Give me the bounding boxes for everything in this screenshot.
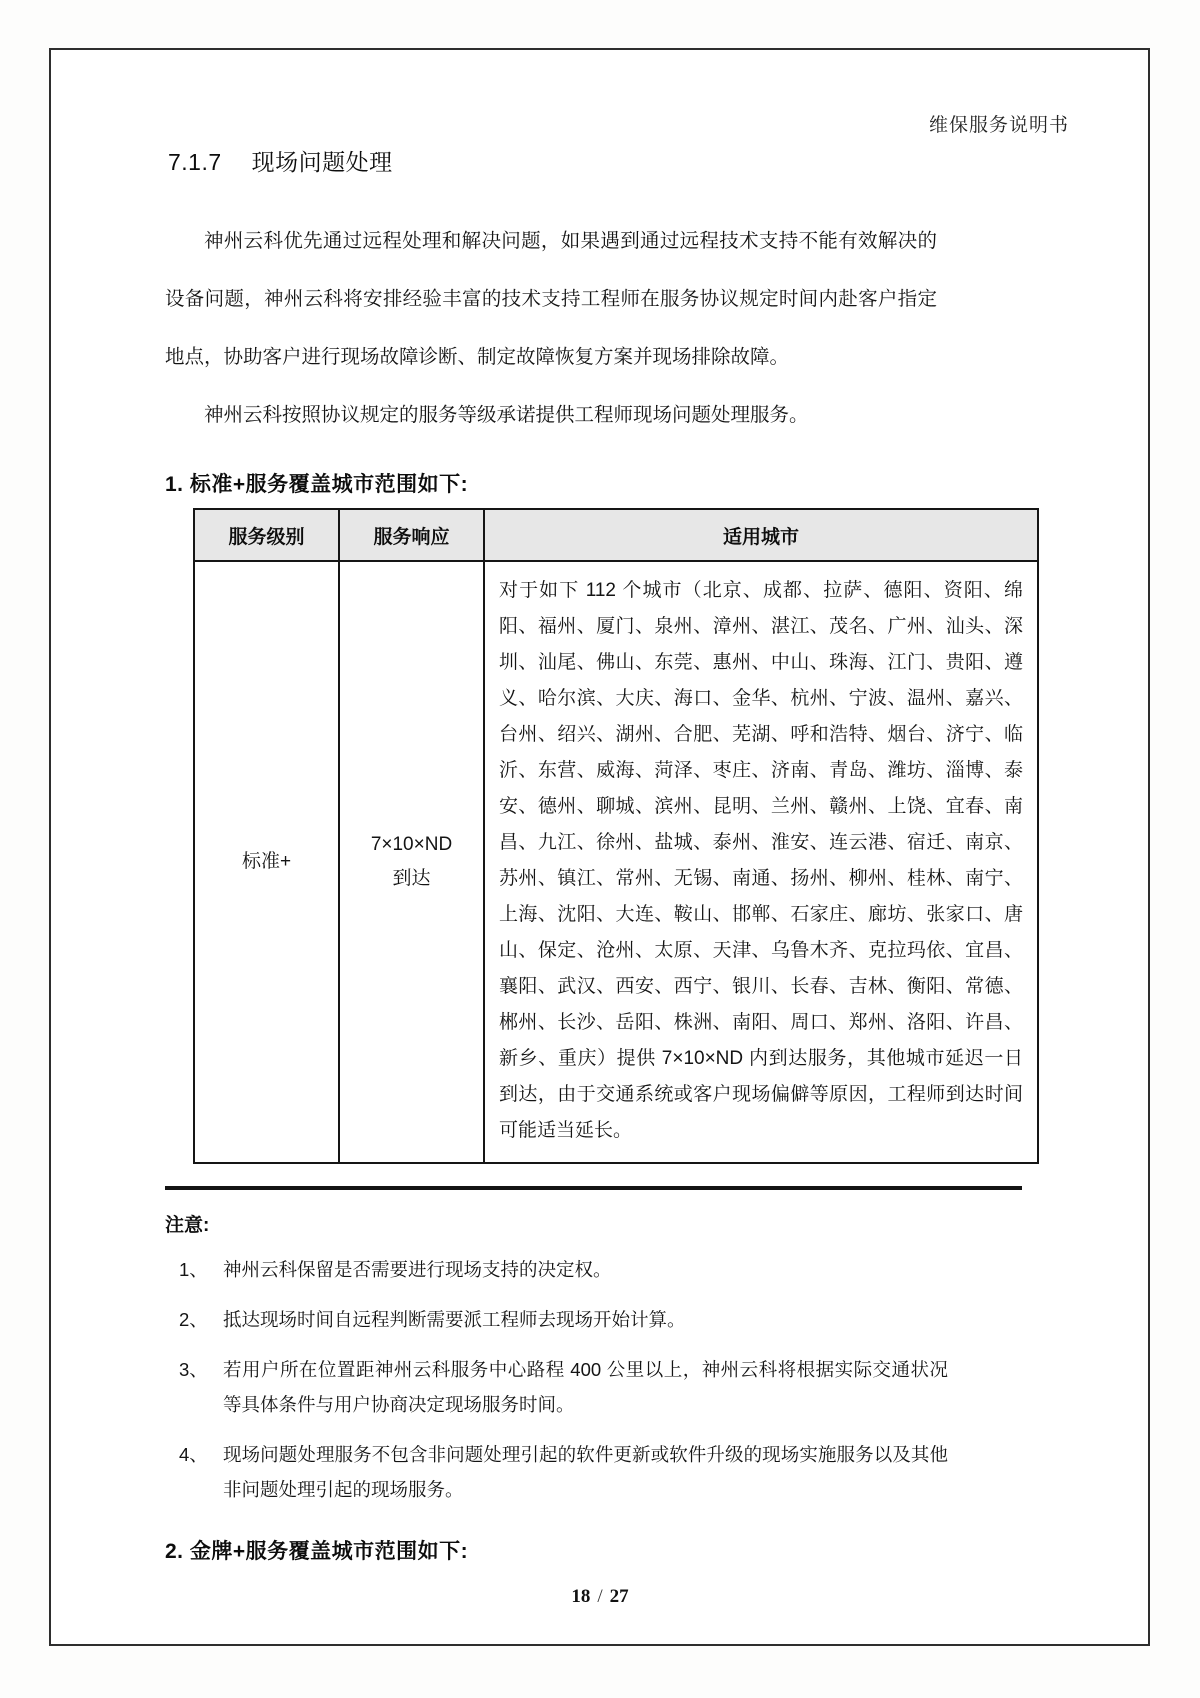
cell-service-response <box>339 561 484 1163</box>
footer-separator: / <box>597 1586 603 1607</box>
response-line-2: 到达 <box>392 868 431 889</box>
service-coverage-table <box>193 508 1039 1164</box>
list-heading-1-number: 1. <box>165 473 184 496</box>
cell-service-level: 标准+ <box>194 561 339 1163</box>
note-4-text: 现场问题处理服务不包含非问题处理引起的软件更新或软件升级的现场实施服务以及其他非问题处理引起的现场服务。 <box>223 1444 948 1500</box>
table-row <box>194 561 1038 1163</box>
paragraph-1: 神州云科优先通过远程处理和解决问题，如果遇到通过远程技术支持不能有效解决的设备问题，神州云科将安排经验丰富的技术支持工程师在服务协议规定时间内赴客户指定地点，协助客户进行现场故障诊断、制定故障恢复方案并现场排除故障。 <box>165 230 937 368</box>
note-item-3 <box>165 1352 957 1422</box>
note-2-text: 抵达现场时间自远程判断需要派工程师去现场开始计算。 <box>223 1309 686 1330</box>
horizontal-divider <box>165 1186 1022 1190</box>
list-heading-gold-plus <box>165 1535 1200 1565</box>
list-heading-2-number: 2. <box>165 1540 184 1563</box>
lower-content <box>0 508 1200 1565</box>
column-header-service-response: 服务响应 <box>339 509 484 561</box>
note-1-number: 1、 <box>179 1259 208 1280</box>
section-title: 现场问题处理 <box>251 149 393 175</box>
response-line-1: 7×10×ND <box>370 834 453 855</box>
page-footer <box>0 1586 1200 1608</box>
cell-applicable-cities: 对于如下 112 个城市（北京、成都、拉萨、德阳、资阳、绵阳、福州、厦门、泉州、漳州、湛江、茂名、广州、汕头、深圳、汕尾、佛山、东莞、惠州、中山、珠海、江门、贵阳、遵义、哈尔滨、大庆、海口、金华、杭州、宁波、温州、嘉兴、台州、绍兴、湖州、合肥、芜湖、呼和浩特、烟台、济宁、临沂、东营、威海、菏泽、枣庄、济南、青岛、潍坊、淄博、泰安、德州、聊城、滨州、昆明、兰州、赣州、上饶、宜春、南昌、九江、徐州、盐城、泰州、淮安、连云港、宿迁、南京、苏州、镇江、常州、无锡、南通、扬州、柳州、桂林、南宁、上海、沈阳、大连、鞍山、邯郸、石家庄、廊坊、张家口、唐山、保定、沧州、太原、天津、乌鲁木齐、克拉玛依、宜昌、襄阳、武汉、西安、西宁、银川、长春、吉林、衡阳、常德、郴州、长沙、岳阳、株洲、南阳、周口、郑州、洛阳、许昌、新乡、重庆）提供 7×10×ND 内到达服务，其他城市延迟一日到达，由于交通系统或客户现场偏僻等原因，工程师到达时间可能适当延长。 <box>484 561 1038 1163</box>
table-header-row <box>194 509 1038 561</box>
note-1-text: 神州云科保留是否需要进行现场支持的决定权。 <box>223 1259 612 1280</box>
notes-title: 注意: <box>165 1215 210 1236</box>
paragraph-2: 神州云科按照协议规定的服务等级承诺提供工程师现场问题处理服务。 <box>204 404 809 426</box>
list-heading-2-text: 金牌+服务覆盖城市范围如下: <box>189 1540 469 1563</box>
footer-page-total: 27 <box>609 1586 629 1607</box>
note-item-4 <box>165 1437 957 1507</box>
body-paragraphs <box>165 212 937 444</box>
column-header-service-level: 服务级别 <box>194 509 339 561</box>
note-3-text: 若用户所在位置距神州云科服务中心路程 400 公里以上，神州云科将根据实际交通状况等具体条件与用户协商决定现场服务时间。 <box>223 1359 948 1415</box>
list-heading-1-text: 标准+服务覆盖城市范围如下: <box>189 473 469 496</box>
section-heading <box>168 144 393 177</box>
note-item-2 <box>165 1302 957 1337</box>
note-2-number: 2、 <box>179 1309 208 1330</box>
note-4-number: 4、 <box>179 1444 208 1465</box>
section-number: 7.1.7 <box>168 149 222 175</box>
list-heading-standard-plus <box>165 468 468 498</box>
footer-page-number: 18 <box>571 1586 591 1607</box>
column-header-applicable-cities: 适用城市 <box>484 509 1038 561</box>
note-item-1 <box>165 1252 957 1287</box>
notes-section <box>165 1210 957 1507</box>
document-header-title: 维保服务说明书 <box>928 115 1069 136</box>
note-3-number: 3、 <box>179 1359 208 1380</box>
